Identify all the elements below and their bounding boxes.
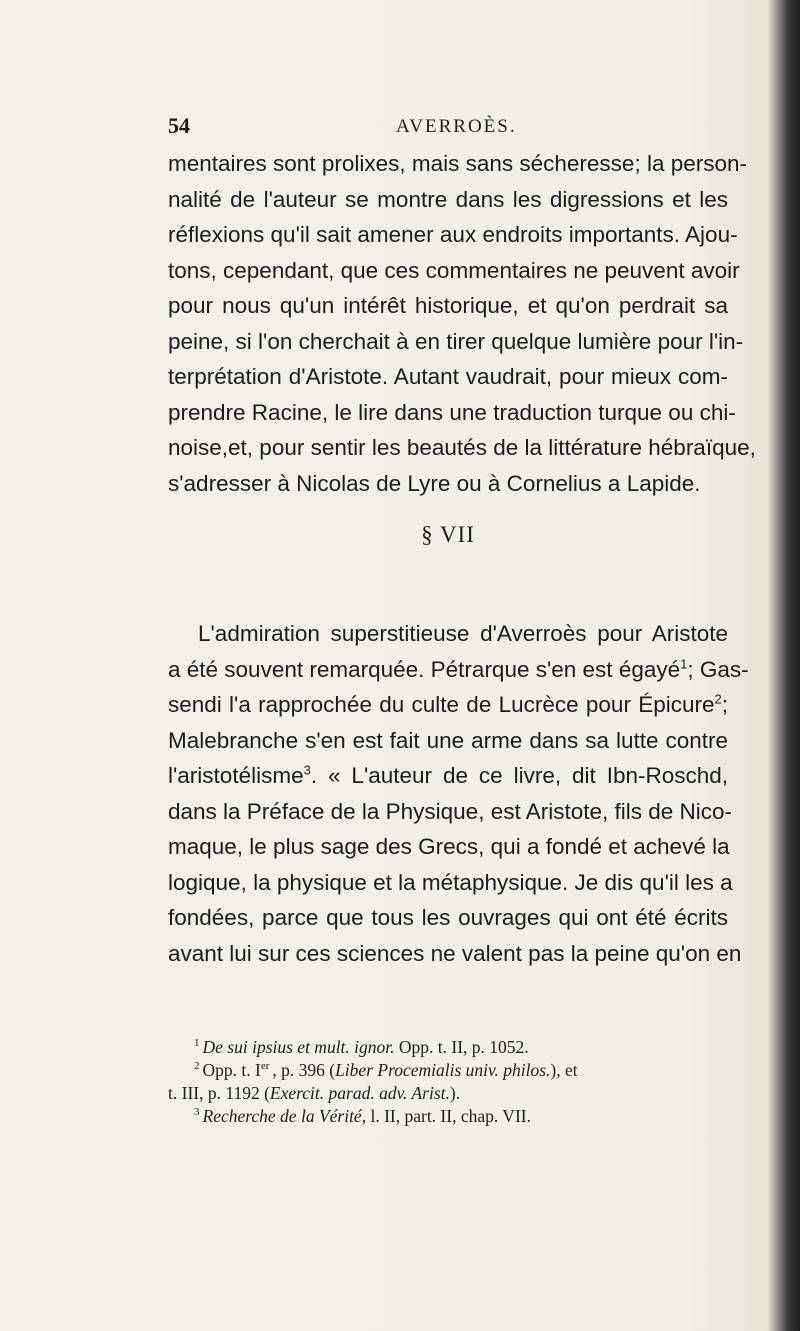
- footnote-1: [168, 1036, 728, 1059]
- footnote-mark: 1: [194, 1037, 200, 1050]
- footnote-title: Recherche de la Vérité,: [202, 1106, 367, 1126]
- footnote-text: Opp. t. I: [202, 1060, 261, 1080]
- superscript: er: [260, 1060, 270, 1073]
- text-line: maque, le plus sage des Grecs, qui a fondé et achevé la: [168, 834, 730, 859]
- text-line: prendre Racine, le lire dans une traduction turque ou chi-: [168, 399, 736, 425]
- footnote-text: ).: [449, 1083, 461, 1103]
- text-line: Malebranche s'en est fait une arme dans sa lutte contre: [168, 727, 728, 753]
- text-line: nalité de l'auteur se montre dans les digressions et les: [168, 186, 728, 212]
- footnote-text: Opp. t. II, p. 1052.: [394, 1037, 529, 1057]
- text-line: terprétation d'Aristote. Autant vaudrait, pour mieux com-: [168, 364, 728, 389]
- text-line: logique, la physique et la métaphysique. Je dis qu'il les a: [168, 869, 733, 895]
- running-head: AVERROÈS.: [396, 116, 517, 137]
- text-line: peine, si l'on cherchait à en tirer quelque lumière pour l'in-: [168, 328, 744, 354]
- footnote-text: l. II, part. II, chap. VII.: [366, 1106, 531, 1126]
- text-line: réflexions qu'il sait amener aux endroits importants. Ajou-: [168, 222, 738, 247]
- text-line: [168, 652, 749, 688]
- section-heading: § VII: [421, 522, 475, 547]
- paragraph-1: [168, 146, 756, 501]
- footnote-text: , p. 396 (: [272, 1060, 336, 1080]
- text-line: [168, 687, 728, 723]
- footnote-title: De sui ipsius et mult. ignor.: [202, 1037, 395, 1057]
- footnote-mark: 3: [194, 1106, 200, 1119]
- text-span: sendi l'a rapprochée du culte de Lucrèce pour Épicure: [168, 692, 715, 717]
- footnote-ref-3: 3: [303, 762, 311, 778]
- text-line: [168, 758, 728, 794]
- text-line: L'admiration superstitieuse d'Averroès pour Aristote: [198, 621, 728, 646]
- footnote-title: Liber Procemialis univ. philos.: [335, 1060, 551, 1080]
- footnote-mark: 2: [194, 1060, 200, 1073]
- footnote-ref-1: 1: [680, 656, 688, 671]
- text-line: avant lui sur ces sciences ne valent pas la peine qu'on en: [168, 940, 742, 966]
- text-line: s'adresser à Nicolas de Lyre ou à Cornelius a Lapide.: [168, 470, 701, 496]
- text-line: tons, cependant, que ces commentaires ne peuvent avoir: [168, 257, 740, 283]
- text-span: ; Gas-: [687, 656, 749, 682]
- page-header: [168, 113, 728, 143]
- text-span: a été souvent remarquée. Pétrarque s'en est égayé: [168, 656, 681, 682]
- text-line: dans la Préface de la Physique, est Aristote, fils de Nico-: [168, 798, 733, 824]
- footnote-2: [168, 1059, 728, 1082]
- text-line: fondées, parce que tous les ouvrages qui ont été écrits: [168, 905, 728, 930]
- footnotes: [168, 1036, 728, 1128]
- text-line: pour nous qu'un intérêt historique, et qu'on perdrait sa: [168, 293, 728, 318]
- text-span: ;: [721, 692, 728, 717]
- paragraph-2: [168, 616, 749, 971]
- footnote-2-continued: [168, 1082, 728, 1105]
- footnote-text: t. III, p. 1192 (: [168, 1083, 270, 1103]
- text-line: mentaires sont prolixes, mais sans sécheresse; la person-: [168, 151, 748, 176]
- footnote-text: ), et: [550, 1060, 578, 1080]
- text-line: noise,et, pour sentir les beautés de la littérature hébraïque,: [168, 435, 756, 460]
- page-number: 54: [168, 113, 190, 138]
- text-span: l'aristotélisme: [168, 763, 304, 788]
- footnote-title: Exercit. parad. adv. Arist.: [269, 1083, 450, 1103]
- footnote-ref-2: 2: [714, 691, 722, 707]
- text-span: . « L'auteur de ce livre, dit Ibn-Roschd,: [310, 763, 728, 788]
- footnote-3: [168, 1105, 728, 1128]
